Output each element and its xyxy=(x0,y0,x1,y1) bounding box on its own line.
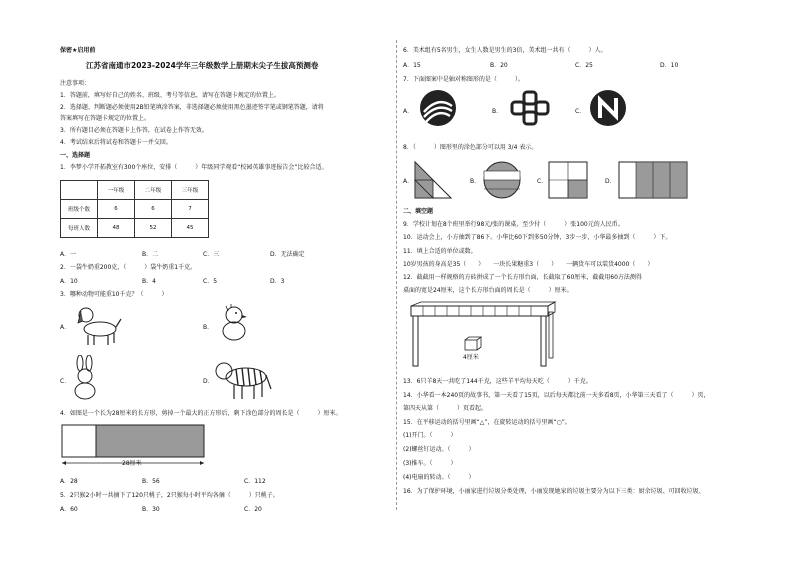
q6-option-b: B．20 xyxy=(490,62,508,69)
secret-label: 保密★启用前 xyxy=(60,47,96,54)
q6-option-c: C．25 xyxy=(575,62,593,69)
question-13: 13．6只羊8天一共吃了144千克，这些羊平均每天吃（ ）千克。 xyxy=(403,378,592,385)
grade-table xyxy=(60,180,209,238)
page-title: 江苏省南通市2023-2024学年三年级数学上册期末尖子生拔高预测卷 xyxy=(86,61,319,70)
table-header: 二年级 xyxy=(135,181,172,200)
q8-option-c: C． xyxy=(537,178,548,185)
question-4: 4．如图是一个长为28厘米的长方形，剪掉一个最大的正方形后，剩下涂色部分的周长是（ ）厘米。 xyxy=(60,410,342,417)
question-16: 16．为了保护环境，小丽家进行垃圾分类处理，小丽发现她家的垃圾主要分为以下三类：厨余垃圾、可回收垃圾、 xyxy=(403,488,705,495)
brick-label: 4厘米 xyxy=(463,354,479,361)
q1-option-a: A．一 xyxy=(60,251,77,258)
q4-option-a: A．28 xyxy=(60,478,78,485)
question-15: 15．在平移运动的括号里画“△”，在旋转运动的括号里画“○”。 xyxy=(403,419,571,426)
question-6: 6．美术组有5名男生，女生人数是男生的3倍，美术组一共有（ ）人。 xyxy=(403,47,607,54)
question-2: 2．一袋牛奶重200克，（ ）袋牛奶重1千克。 xyxy=(60,264,197,271)
q1-option-c: C．三 xyxy=(203,251,220,258)
table-header xyxy=(61,181,98,200)
q5-option-a: A．60 xyxy=(60,506,78,513)
question-7: 7．下面图案中是轴对称图形的是（ ）。 xyxy=(403,76,524,83)
table-cell: 6 xyxy=(98,200,135,219)
q3-option-a: A． xyxy=(60,324,71,331)
question-1: 1．李梦小学开拓教室有300个座位，安排（ ）年级同学观看“校园英雄事迹报告会”比较合适。 xyxy=(60,164,328,171)
q8-option-b: B． xyxy=(470,178,481,185)
column-divider xyxy=(396,40,397,510)
q2-option-b: B．4 xyxy=(142,278,156,285)
section-heading: 一、选择题 xyxy=(60,152,91,159)
q8-option-a: A． xyxy=(403,178,414,185)
q3-option-c: C． xyxy=(60,378,71,385)
table-figure xyxy=(403,300,558,370)
question-11-blanks: 10岁男孩的身高是35（ ） 一块长果糖重3（ ） 一辆货车可以装货4000（ ） xyxy=(403,261,654,268)
table-cell: 45 xyxy=(172,219,209,238)
table-cell: 48 xyxy=(98,219,135,238)
question-12: 12．截截用一样规格的方砖拼成了一个长方形台面，长截取了60厘米，截截用60方法测得 xyxy=(403,274,642,281)
table-cell: 7 xyxy=(172,200,209,219)
square-shape xyxy=(547,160,589,200)
q3-option-b: B． xyxy=(203,324,214,331)
triangle-shape xyxy=(413,160,453,200)
q3-option-d: D． xyxy=(203,378,214,385)
question-10: 10．运动会上，小方抽到了86下。小华比60下到多50分钟，3步一步，小华最多抽到（ ）下。 xyxy=(403,234,672,241)
table-header: 三年级 xyxy=(172,181,209,200)
q7-option-b: B． xyxy=(492,108,503,115)
q4-option-b: B．56 xyxy=(142,478,160,485)
tiger-icon xyxy=(212,355,272,401)
question-12b: 桌面的宽是24厘米，这个长方形台面的周长是（ ）厘米。 xyxy=(403,287,573,294)
q1-option-b: B．二 xyxy=(142,251,159,258)
question-14b: 第四天从第（ ）页看起。 xyxy=(403,405,488,412)
bar-shape xyxy=(617,160,689,200)
q15-item-4: (4)电扇的转动。（ ） xyxy=(403,474,475,481)
table-header: 一年级 xyxy=(98,181,135,200)
table-cell: 6 xyxy=(135,200,172,219)
q2-option-a: A．10 xyxy=(60,278,78,285)
question-3: 3．哪种动物可能重10千克？（ ） xyxy=(60,291,168,298)
dog-icon xyxy=(72,303,122,347)
q6-option-d: D．10 xyxy=(660,62,679,69)
notice-2: 2．选择题、判断题必须使用2B铅笔填涂答案，非选择题必须使用黑色墨迹签字笔或钢笔答题，请将 xyxy=(60,104,324,111)
question-5: 5．2只猴2小时一共摘下了120只桃子，2只猴每小时平均各摘（ ）只桃子。 xyxy=(60,492,279,499)
table-cell: 每班人数 xyxy=(61,219,98,238)
q2-option-d: D．3 xyxy=(270,278,285,285)
notice-1: 1．答题前，填写好自己的姓名、班级、考号等信息，请写在答题卡规定的位置上。 xyxy=(60,92,280,99)
section-heading-2: 二、填空题 xyxy=(403,208,434,215)
knot-logo-icon xyxy=(508,90,552,126)
q2-option-c: C．5 xyxy=(203,278,218,285)
notice-head: 注意事项： xyxy=(60,80,91,87)
q4-option-c: C．112 xyxy=(244,478,266,485)
q15-item-1: (1)开门。（ ） xyxy=(403,432,457,439)
q7-option-a: A． xyxy=(403,108,414,115)
chick-icon xyxy=(216,303,252,343)
q1-option-d: D．无法确定 xyxy=(270,251,305,258)
q8-option-d: D． xyxy=(605,178,616,185)
q15-item-2: (2)螺丝钉运动。（ ） xyxy=(403,446,475,453)
circle-shape xyxy=(482,160,522,200)
q6-option-a: A．15 xyxy=(403,62,421,69)
q5-option-b: B．30 xyxy=(142,506,160,513)
swirl-logo-icon xyxy=(588,88,628,128)
table-cell: 班级个数 xyxy=(61,200,98,219)
telecom-logo-icon xyxy=(418,88,458,128)
q7-option-c: C． xyxy=(575,108,586,115)
table-cell: 52 xyxy=(135,219,172,238)
question-9: 9．学校计划在8个班里举行98元/张的课桌，至少付（ ）张100元的人民币。 xyxy=(403,221,624,228)
notice-4: 4．考试结束后将试卷和答题卡一并交回。 xyxy=(60,139,172,146)
length-label: 28厘米 xyxy=(122,460,142,467)
q15-item-3: (3)推车。（ ） xyxy=(403,460,457,467)
rabbit-icon xyxy=(68,355,102,401)
question-14: 14．小华看一本240页的故事书，第一天看了15页，以后每天都比前一天多看8页，小华第三天看了（ ）页， xyxy=(403,392,710,399)
question-8: 8．（ ）图形里的涂色部分可以用 3/4 表示。 xyxy=(403,144,538,151)
notice-2b: 答案填写在答题卡规定的位置上。 xyxy=(60,115,151,122)
question-11: 11．填上合适的单位或数。 xyxy=(403,248,477,255)
q5-option-c: C．20 xyxy=(244,506,262,513)
notice-3: 3．所有题目必须在答题卡上作答，在试卷上作答无效。 xyxy=(60,127,208,134)
